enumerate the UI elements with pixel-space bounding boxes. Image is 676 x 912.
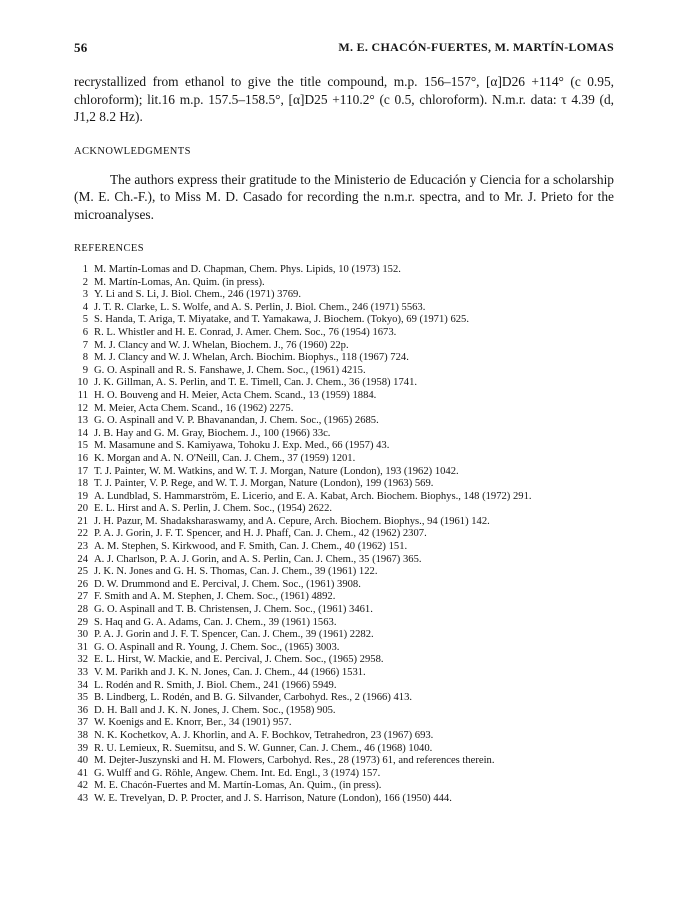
reference-text: A. Lundblad, S. Hammarström, E. Licerio, and E. A. Kabat, Arch. Biochem. Biophys., 148 (1972) 291. [94,490,532,502]
reference-text: J. H. Pazur, M. Shadaksharaswamy, and A. Cepure, Arch. Biochem. Biophys., 94 (1961) 142. [94,515,490,527]
reference-text: D. H. Ball and J. K. N. Jones, J. Chem. Soc., (1958) 905. [94,704,336,716]
reference-number: 17 [77,465,88,477]
reference-number: 27 [77,591,88,603]
reference-item [74,403,614,416]
reference-number: 20 [77,503,88,515]
reference-item [74,743,614,756]
reference-text: T. J. Painter, W. M. Watkins, and W. T. J. Morgan, Nature (London), 193 (1962) 1042. [94,465,459,477]
reference-item [74,289,614,302]
body-paragraph-text: recrystallized from ethanol to give the title compound, m.p. 156–157°, [α]D26 +114° (c 0.95, chloroform); lit.16 m.p. 157.5–158.5°, [α]D25 +110.2° (c 0.5, chloroform). N.m.r. data: τ 4.39 (d, J1,2 8.2 Hz). [74,74,614,124]
reference-text: M. J. Clancy and W. J. Whelan, Arch. Biochim. Biophys., 118 (1967) 724. [94,352,409,364]
reference-number: 22 [77,528,88,540]
reference-item [74,352,614,365]
journal-page [74,40,614,806]
acknowledgments-section [74,171,614,224]
reference-number: 29 [77,616,88,628]
reference-item [74,340,614,353]
reference-text: M. Meier, Acta Chem. Scand., 16 (1962) 2275. [94,402,294,414]
reference-item [74,478,614,491]
reference-item [74,780,614,793]
reference-text: M. Martín-Lomas and D. Chapman, Chem. Phys. Lipids, 10 (1973) 152. [94,264,401,275]
reference-item [74,277,614,290]
reference-text: S. Haq and G. A. Adams, Can. J. Chem., 39 (1961) 1563. [94,616,337,628]
reference-number: 12 [77,402,88,414]
reference-text: G. O. Aspinall and V. P. Bhavanandan, J. Chem. Soc., (1965) 2685. [94,415,379,427]
reference-text: E. L. Hirst, W. Mackie, and E. Percival, J. Chem. Soc., (1965) 2958. [94,654,384,666]
reference-text: G. O. Aspinall and R. S. Fanshawe, J. Chem. Soc., (1961) 4215. [94,364,366,376]
reference-text: P. A. J. Gorin, J. F. T. Spencer, and H. J. Phaff, Can. J. Chem., 42 (1962) 2307. [94,528,427,540]
reference-number: 15 [77,440,88,452]
reference-item [74,793,614,806]
reference-item [74,466,614,479]
reference-item [74,491,614,504]
reference-text: V. M. Parikh and J. K. N. Jones, Can. J. Chem., 44 (1966) 1531. [94,667,366,678]
reference-item [74,415,614,428]
reference-text: S. Handa, T. Ariga, T. Miyatake, and T. Yamakawa, J. Biochem. (Tokyo), 69 (1971) 625. [94,314,469,326]
reference-number: 8 [82,352,88,364]
reference-item [74,377,614,390]
reference-number: 34 [77,679,88,691]
references-list [74,264,614,806]
reference-text: J. T. R. Clarke, L. S. Wolfe, and A. S. Perlin, J. Biol. Chem., 246 (1971) 5563. [94,301,426,313]
reference-item [74,390,614,403]
reference-number: 41 [77,767,88,779]
reference-number: 42 [77,780,88,792]
reference-item [74,667,614,680]
reference-text: B. Lindberg, L. Rodén, and B. G. Silvander, Carbohyd. Res., 2 (1966) 413. [94,692,413,704]
reference-item [74,503,614,516]
reference-item [74,264,614,277]
reference-item [74,717,614,730]
reference-number: 4 [82,301,88,313]
reference-item [74,365,614,378]
reference-number: 33 [77,667,88,678]
reference-item [74,327,614,340]
reference-text: J. K. N. Jones and G. H. S. Thomas, Can. J. Chem., 39 (1961) 122. [94,566,378,578]
reference-item [74,428,614,441]
reference-item [74,528,614,541]
reference-item [74,302,614,315]
reference-number: 7 [82,339,88,351]
reference-item [74,554,614,567]
reference-text: T. J. Painter, V. P. Rege, and W. T. J. Morgan, Nature (London), 199 (1963) 569. [94,478,434,490]
reference-number: 30 [77,629,88,641]
reference-number: 25 [77,566,88,578]
reference-item [74,579,614,592]
reference-number: 21 [77,515,88,527]
reference-item [74,629,614,642]
reference-number: 26 [77,578,88,590]
reference-item [74,541,614,554]
page-number: 56 [74,40,88,55]
reference-number: 2 [82,276,88,288]
reference-number: 43 [77,792,88,804]
acknowledgments-text: The authors express their gratitude to the Ministerio de Educación y Ciencia for a scholarship (M. E. Ch.-F.), to Miss M. D. Casado for recording the n.m.r. spectra, and to Mr. J. Prieto for the microanalyses. [74,171,614,222]
reference-text: A. J. Charlson, P. A. J. Gorin, and A. S. Perlin, Can. J. Chem., 35 (1967) 365. [94,553,422,565]
reference-number: 32 [77,654,88,666]
reference-text: D. W. Drummond and E. Percival, J. Chem. Soc., (1961) 3908. [94,578,361,590]
reference-text: M. Martín-Lomas, An. Quim. (in press). [94,276,265,288]
reference-text: G. O. Aspinall and T. B. Christensen, J. Chem. Soc., (1961) 3461. [94,604,373,616]
reference-text: L. Rodén and R. Smith, J. Biol. Chem., 241 (1966) 5949. [94,679,337,691]
reference-number: 35 [77,692,88,704]
reference-text: E. L. Hirst and A. S. Perlin, J. Chem. Soc., (1954) 2622. [94,503,333,515]
references-heading: REFERENCES [74,243,144,254]
reference-text: W. E. Trevelyan, D. P. Procter, and J. S. Harrison, Nature (London), 166 (1950) 444. [94,792,452,804]
reference-text: M. Dejter-Juszynski and H. M. Flowers, Carbohyd. Res., 28 (1973) 61, and references therein. [94,755,495,767]
acknowledgments-heading: ACKNOWLEDGMENTS [74,145,191,157]
reference-text: K. Morgan and A. N. O'Neill, Can. J. Chem., 37 (1959) 1201. [94,452,356,464]
reference-text: R. U. Lemieux, R. Suemitsu, and S. W. Gunner, Can. J. Chem., 46 (1968) 1040. [94,742,433,754]
reference-number: 14 [77,427,88,439]
reference-text: J. B. Hay and G. M. Gray, Biochem. J., 100 (1966) 33c. [94,427,331,439]
reference-number: 38 [77,729,88,741]
reference-number: 1 [82,264,88,275]
reference-number: 13 [77,415,88,427]
body-paragraph [74,73,614,126]
reference-number: 3 [82,289,88,301]
reference-item [74,768,614,781]
reference-number: 11 [77,389,88,401]
reference-item [74,314,614,327]
reference-number: 37 [77,717,88,729]
reference-text: H. O. Bouveng and H. Meier, Acta Chem. Scand., 13 (1959) 1884. [94,389,377,401]
reference-number: 10 [77,377,88,389]
reference-item [74,642,614,655]
reference-text: M. E. Chacón-Fuertes and M. Martín-Lomas, An. Quim., (in press). [94,780,382,792]
reference-text: G. Wulff and G. Röhle, Angew. Chem. Int. Ed. Engl., 3 (1974) 157. [94,767,381,779]
reference-number: 24 [77,553,88,565]
reference-number: 5 [82,314,88,326]
reference-number: 9 [82,364,88,376]
reference-number: 6 [82,326,88,338]
reference-number: 18 [77,478,88,490]
reference-item [74,692,614,705]
reference-text: J. K. Gillman, A. S. Perlin, and T. E. Timell, Can. J. Chem., 36 (1958) 1741. [94,377,418,389]
reference-item [74,453,614,466]
running-head: M. E. CHACÓN-FUERTES, M. MARTÍN-LOMAS [338,40,614,54]
reference-number: 16 [77,452,88,464]
reference-text: N. K. Kochetkov, A. J. Khorlin, and A. F. Bochkov, Tetrahedron, 23 (1967) 693. [94,729,434,741]
reference-number: 19 [77,490,88,502]
reference-number: 36 [77,704,88,716]
reference-item [74,516,614,529]
reference-item [74,440,614,453]
reference-text: Y. Li and S. Li, J. Biol. Chem., 246 (1971) 3769. [94,289,301,301]
reference-text: A. M. Stephen, S. Kirkwood, and F. Smith, Can. J. Chem., 40 (1962) 151. [94,541,408,553]
reference-item [74,566,614,579]
reference-text: R. L. Whistler and H. E. Conrad, J. Amer. Chem. Soc., 76 (1954) 1673. [94,326,397,338]
reference-text: P. A. J. Gorin and J. F. T. Spencer, Can. J. Chem., 39 (1961) 2282. [94,629,374,641]
reference-text: F. Smith and A. M. Stephen, J. Chem. Soc., (1961) 4892. [94,591,336,603]
reference-text: M. J. Clancy and W. J. Whelan, Biochem. J., 76 (1960) 22p. [94,339,349,351]
reference-item [74,680,614,693]
reference-item [74,604,614,617]
reference-text: G. O. Aspinall and R. Young, J. Chem. Soc., (1965) 3003. [94,641,340,653]
reference-item [74,730,614,743]
reference-number: 40 [77,755,88,767]
reference-item [74,654,614,667]
reference-text: M. Masamune and S. Kamiyawa, Tohoku J. Exp. Med., 66 (1957) 43. [94,440,390,452]
reference-item [74,617,614,630]
reference-item [74,705,614,718]
reference-number: 23 [77,541,88,553]
reference-item [74,755,614,768]
reference-item [74,591,614,604]
page-header [74,40,614,56]
reference-text: W. Koenigs and E. Knorr, Ber., 34 (1901) 957. [94,717,292,729]
reference-number: 31 [77,641,88,653]
reference-number: 28 [77,604,88,616]
reference-number: 39 [77,742,88,754]
